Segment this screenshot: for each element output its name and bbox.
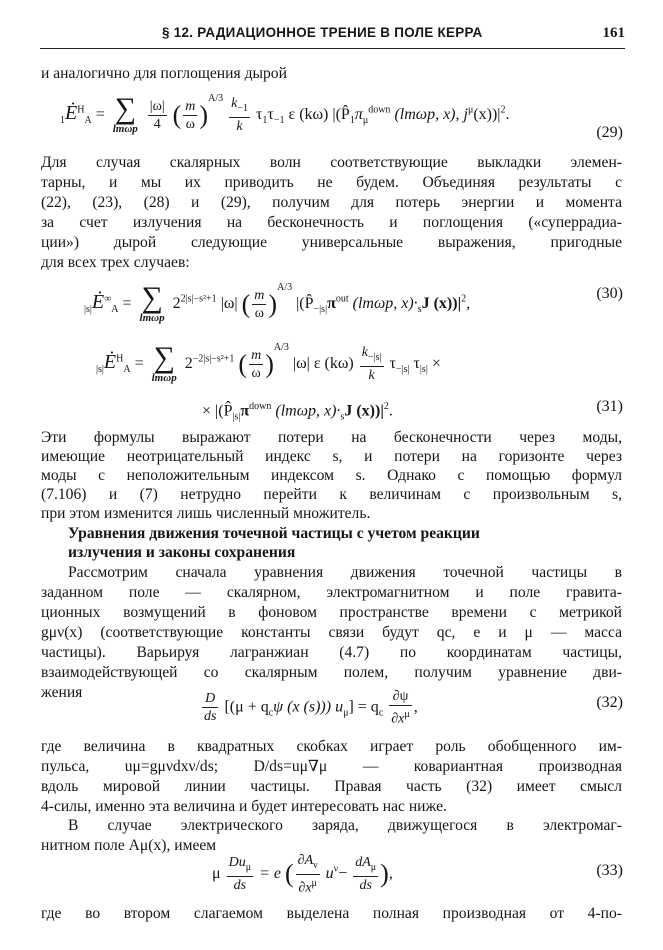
summation-sign: ∑ lmωp [139,281,165,325]
equation-number: (32) [596,694,623,711]
text-line: при этом изменится лишь численный множитель. [41,505,371,522]
text-line: 4-силы, именно эта величина и будет интересовать нас ниже. [41,798,447,815]
equation-number: (33) [596,862,623,879]
text-line: ции») дырой следующие универсальные выражения, пригодные [41,234,622,251]
section-heading: излучения и законы сохранения [68,544,296,561]
text-line: Для случая скалярных волн соответствующие выкладки элемен- [41,154,622,171]
summation-sign: ∑ lmωp [151,341,177,385]
text-line: и аналогично для поглощения дырой [41,65,287,82]
summation-sign: ∑ lmωp [112,92,138,136]
text-line: В случае электрического заряда, движущегося в электромаг- [68,817,622,834]
running-head: § 12. РАДИАЦИОННОЕ ТРЕНИЕ В ПОЛЕ КЕРРА [162,25,483,40]
text-line: пульса, uμ=gμνdxν/ds; D/ds=uμ∇μ — ковариантная производная [41,758,622,775]
section-heading: Уравнения движения точечной частицы с учетом реакции [68,525,480,542]
text-line: взаимодействующей со скалярным полем, получим уравнение дви- [41,664,622,681]
equation-32: $\frac{D}{ds}$ [($\mu + q_c\psi$ (x (s))) $u_\mu] = q_c$ $\frac{\partial\psi}{\partial x^\mu}$ , [204,689,418,727]
equation-29: $_1Ė^H_A$ = ∑ lmωp $\frac{|\omega|}{4}$ ( $\frac{m}{\omega}$ )$^{A/3}$ $\frac{k_{-1}}{k}$ $\tau_1\tau_{-1}$ ε (kω) $|(P̂_1\pi_\mu^{down}$ (lmωp, x), $j^\mu(x))|^2$. [60,92,510,136]
page-header [40,22,625,49]
text-line: нитном поле Aμ(x), имеем [41,837,217,854]
text-line: частицы). Варьируя лагранжиан (4.7) по координатам частицы, [41,644,622,661]
equation-number: (29) [596,124,623,141]
text-line: (22), (23), (28) и (29), получим для потерь энергии и момента [41,194,622,211]
text-line: моды с неположительным индексом s. Однако с помощью формул [41,467,622,484]
text-line: где во втором слагаемом выделена полная производная от 4-по- [41,905,622,922]
text-line: gμν(x) (соответствующие константы связи будут qc, e и μ — масса [41,624,622,641]
equation-number: (31) [596,398,623,415]
text-line: (7.106) и (7) нетрудно перейти к величинам с произвольным s, [41,486,622,503]
text-line: ционных возмущений в фоновом пространстве времени с метрикой [41,604,622,621]
text-line: Эти формулы выражают потери на бесконечности через моды, [41,429,622,446]
equation-31: $_{|s|}Ė^H_A$ = ∑ lmωp $2^{-2|s|-s^2+1}$ ( $\frac{m}{\omega}$ )$^{A/3}$ |ω| ε (kω) $\frac{k_{-|s|}}{k}$ $\tau_{-|s|}$ $\tau_{|s|}$ × [96,341,441,385]
text-line: где величина в квадратных скобках играет роль обобщенного им- [41,738,622,755]
equation-number: (30) [596,285,623,302]
text-line: заданном поле — скалярном, электромагнитном и поле гравита- [41,584,622,601]
page-number: 161 [602,25,625,41]
text-line: тарны, и мы их приводить не будем. Объединяя результаты с [41,174,622,191]
equation-31-line-2: × $|(P̂_{|s|}\pi^{down}$ (lmωp, $x)\cdot_sJ$ $(x))|^2$. [202,401,393,423]
text-line: вдоль мировой линии частицы. Правая часть (32) имеет смысл [41,778,622,795]
text-line: жения [41,684,83,701]
text-line: Рассмотрим сначала уравнения движения точечной частицы в [68,564,622,581]
equation-30: $_{|s|}Ė^\infty_A$ = ∑ lmωp $2^{2|s|-s^2+1}$ |ω| ( $\frac{m}{\omega}$ )$^{A/3}$ $|(P̂_{-|s|}\pi^{out}$ (lmωp, $x)\cdot_sJ$ $(x))|^2$, [84,281,471,325]
text-line: имеющие неотрицательный индекс s, и потери на горизонте через [41,448,622,465]
fraction: $\frac{|\omega|}{4}$ [149,98,165,132]
equation-33: μ $\frac{Du_\mu}{ds}$ = e ( $\frac{\partial A_\nu}{\partial x^\mu}$ $u^\nu-$ $\frac{dA_\mu}{ds}$ ), [212,853,393,896]
text-line: для всех трех случаев: [41,254,190,271]
text-line: за счет излучения на бесконечность и поглощения («суперрадиа- [41,214,622,231]
